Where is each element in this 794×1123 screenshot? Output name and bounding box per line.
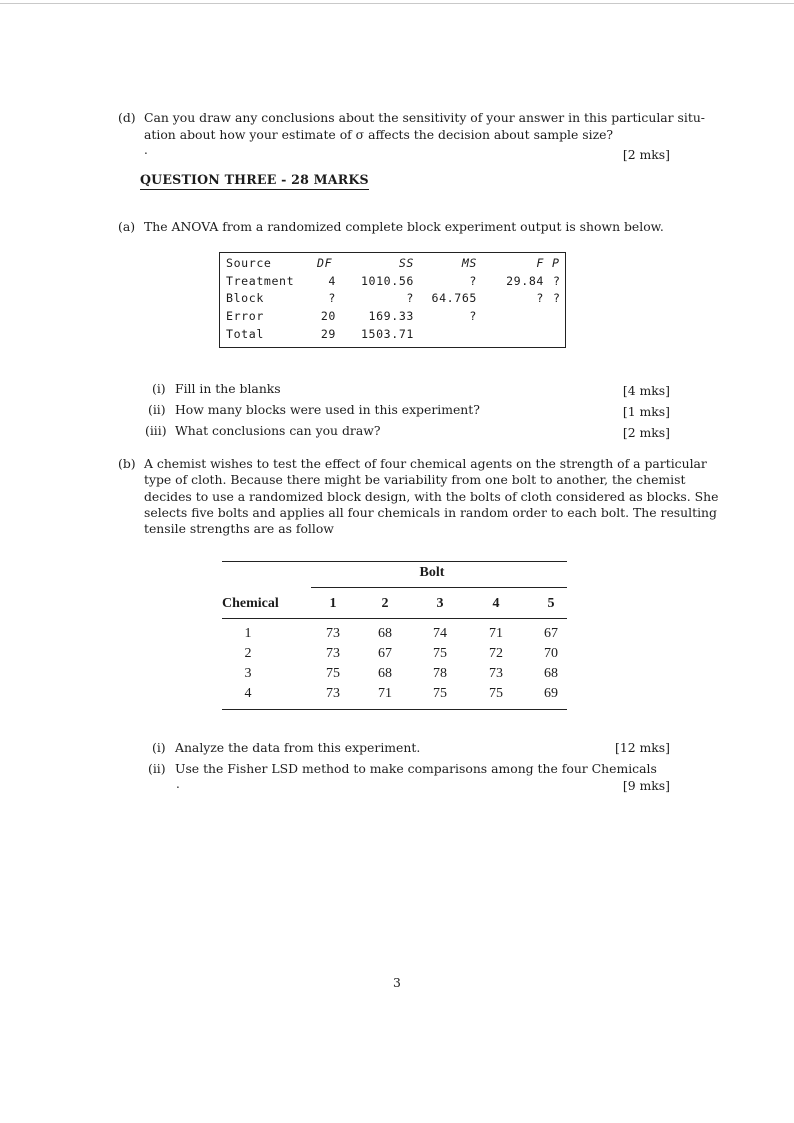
table-cell-3-2: 68: [378, 666, 392, 681]
table-bolt-header-2: 2: [381, 596, 389, 611]
table-bolt-header-3: 3: [436, 596, 444, 611]
part-b-label: (b): [118, 456, 136, 471]
anova-row-error-ms: ?: [469, 309, 477, 323]
part-a-sub-i-text: Fill in the blanks: [175, 381, 281, 396]
page-number: 3: [393, 975, 401, 990]
table-group-rule: [311, 587, 567, 588]
table-cell-3-1: 75: [326, 666, 340, 681]
table-chemical-1: 1: [244, 626, 252, 641]
table-chemical-2: 2: [244, 646, 252, 661]
table-cell-1-5: 67: [544, 626, 558, 641]
part-a-sub-ii-marks: [1 mks]: [622, 404, 670, 419]
table-cell-4-1: 73: [326, 686, 340, 701]
part-a-text: The ANOVA from a randomized complete block experiment output is shown below.: [144, 219, 664, 234]
part-a-sub-i-marks: [4 mks]: [622, 383, 670, 398]
part-b-line-3: decides to use a randomized block design, with the bolts of cloth considered as blocks. She: [144, 489, 719, 504]
part-a-sub-iii-label: (iii): [145, 423, 167, 438]
table-row-header-chemical: Chemical: [222, 596, 279, 611]
table-cell-1-3: 74: [433, 626, 447, 641]
part-b-line-1: A chemist wishes to test the effect of four chemical agents on the strength of a particular: [144, 456, 707, 471]
anova-row-treatment-f: 29.84: [506, 274, 544, 288]
part-b-sub-i-label: (i): [152, 740, 166, 755]
table-cell-1-1: 73: [326, 626, 340, 641]
anova-row-treatment-source: Treatment: [226, 274, 295, 288]
part-b-line-4: selects five bolts and applies all four chemicals in random order to each bolt. The resulting: [144, 505, 717, 520]
part-a-sub-iii-text: What conclusions can you draw?: [175, 423, 381, 438]
table-cell-4-4: 75: [489, 686, 503, 701]
anova-header-ms: MS: [461, 256, 477, 270]
anova-header-ss: SS: [398, 256, 414, 270]
part-b-sub-ii-label: (ii): [148, 761, 166, 776]
anova-row-block-source: Block: [226, 291, 264, 305]
anova-row-total-df: 29: [320, 327, 336, 341]
part-b-line-5: tensile strengths are as follow: [144, 521, 334, 536]
table-top-rule: [222, 561, 567, 562]
part-a-sub-i-label: (i): [152, 381, 166, 396]
anova-row-error-df: 20: [320, 309, 336, 323]
part-a-label: (a): [118, 219, 136, 234]
part-b-line-2: type of cloth. Because there might be variability from one bolt to another, the chemist: [144, 472, 686, 487]
anova-row-error-source: Error: [226, 309, 264, 323]
anova-header-p: P: [552, 256, 560, 270]
table-header-rule: [222, 618, 567, 619]
anova-row-block-ms: 64.765: [431, 291, 477, 305]
table-cell-2-4: 72: [489, 646, 503, 661]
part-d-label: (d): [118, 110, 136, 125]
table-bolt-header-4: 4: [492, 596, 500, 611]
anova-row-total-ss: 1503.71: [360, 327, 414, 341]
table-cell-3-3: 78: [433, 666, 447, 681]
table-cell-2-1: 73: [326, 646, 340, 661]
anova-row-block-p: ?: [553, 291, 561, 305]
anova-row-treatment-ms: ?: [469, 274, 477, 288]
anova-row-block-f: ?: [536, 291, 544, 305]
table-bottom-rule: [222, 709, 567, 710]
table-cell-1-4: 71: [489, 626, 503, 641]
part-b-sub-ii-marks: [9 mks]: [622, 778, 670, 793]
part-b-sub-i-marks: [12 mks]: [615, 740, 670, 755]
part-a-sub-ii-label: (ii): [148, 402, 166, 417]
anova-row-total-source: Total: [226, 327, 264, 341]
part-b-dot: .: [176, 777, 180, 791]
anova-row-treatment-p: ?: [553, 274, 561, 288]
table-cell-2-3: 75: [433, 646, 447, 661]
table-cell-4-5: 69: [544, 686, 558, 701]
anova-row-error-ss: 169.33: [368, 309, 414, 323]
anova-row-treatment-ss: 1010.56: [360, 274, 414, 288]
table-cell-3-4: 73: [489, 666, 503, 681]
part-b-sub-i-text: Analyze the data from this experiment.: [175, 740, 421, 755]
table-cell-2-5: 70: [544, 646, 558, 661]
anova-header-source: Source: [226, 256, 272, 270]
anova-row-treatment-df: 4: [328, 274, 336, 288]
part-a-sub-iii-marks: [2 mks]: [622, 425, 670, 440]
table-cell-1-2: 68: [378, 626, 392, 641]
question-three-heading: QUESTION THREE - 28 MARKS: [140, 172, 369, 190]
anova-row-block-df: ?: [328, 291, 336, 305]
part-d-line-1: Can you draw any conclusions about the sensitivity of your answer in this particular situ-: [144, 110, 705, 125]
page-top-rule: [0, 3, 794, 4]
table-cell-3-5: 68: [544, 666, 558, 681]
anova-row-block-ss: ?: [406, 291, 414, 305]
table-group-header-bolt: Bolt: [419, 565, 445, 580]
table-chemical-3: 3: [244, 666, 252, 681]
table-cell-4-2: 71: [378, 686, 392, 701]
part-d-line-2: ation about how your estimate of σ affects the decision about sample size?: [144, 127, 614, 142]
part-d-dot: .: [144, 143, 148, 157]
anova-header-df: DF: [317, 256, 333, 270]
table-bolt-header-1: 1: [329, 596, 337, 611]
table-cell-2-2: 67: [378, 646, 392, 661]
anova-header-f: F: [536, 256, 544, 270]
table-chemical-4: 4: [244, 686, 252, 701]
part-a-sub-ii-text: How many blocks were used in this experiment?: [175, 402, 480, 417]
table-cell-4-3: 75: [433, 686, 447, 701]
part-b-sub-ii-text: Use the Fisher LSD method to make comparisons among the four Chemicals: [175, 761, 657, 776]
table-bolt-header-5: 5: [547, 596, 555, 611]
part-d-marks: [2 mks]: [622, 147, 670, 162]
